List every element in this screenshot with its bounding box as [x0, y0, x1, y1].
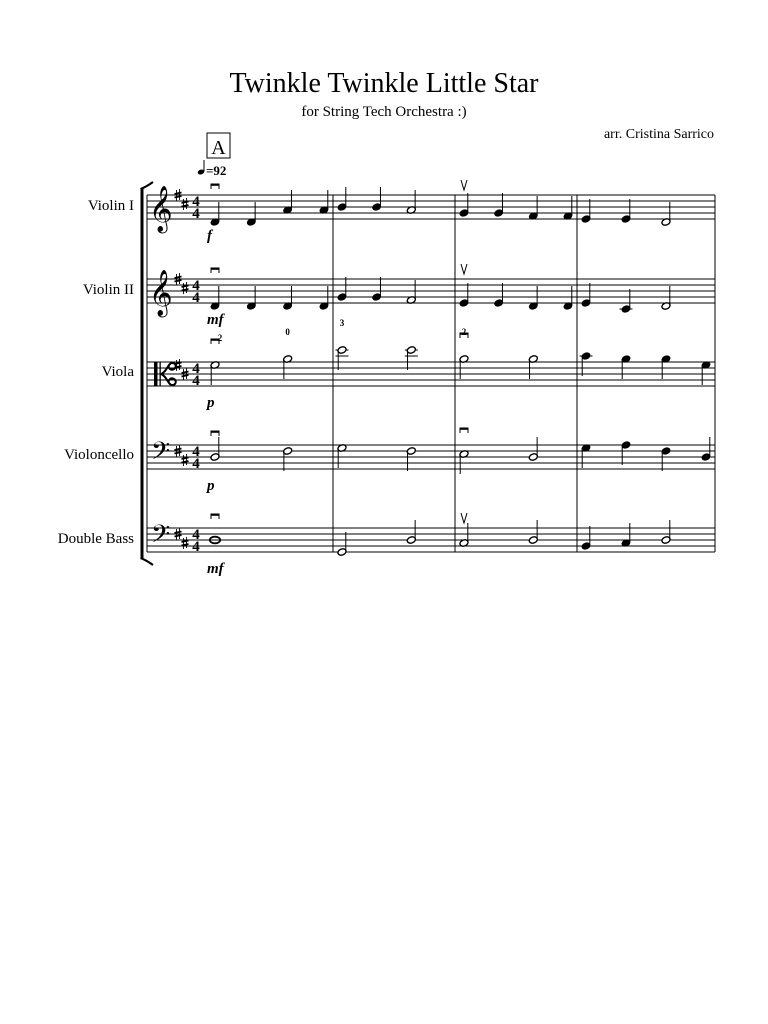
- sharp-bar: [182, 286, 189, 288]
- treble-clef-icon: 𝄞: [149, 270, 173, 315]
- up-bow-icon: [461, 513, 467, 523]
- sharp-bar: [182, 289, 189, 291]
- alto-clef-bar: [154, 362, 158, 386]
- fingering-number: 3: [339, 318, 345, 328]
- dynamic-marking: mf: [207, 312, 224, 328]
- sharp-bar: [175, 535, 182, 537]
- sharp-bar: [175, 193, 182, 195]
- up-bow-icon: [461, 180, 467, 190]
- alto-clef-thin-bar: [160, 362, 161, 386]
- sharp-bar: [175, 196, 182, 198]
- alto-clef-lower-curve: [161, 374, 176, 385]
- dynamic-marking: p: [207, 478, 215, 494]
- sharp-bar: [182, 544, 189, 546]
- time-signature-denominator: 4: [192, 373, 200, 389]
- instrument-name-violin-2: Violin II: [82, 282, 134, 298]
- sharp-bar: [175, 452, 182, 454]
- time-signature-numerator: 4: [192, 194, 200, 210]
- arranger-credit: arr. Cristina Sarrico: [603, 127, 714, 142]
- sharp-bar: [182, 461, 189, 463]
- time-signature-denominator: 4: [192, 206, 200, 222]
- time-signature-denominator: 4: [192, 290, 200, 306]
- instrument-name-double-bass: Double Bass: [57, 531, 134, 547]
- sharp-bar: [182, 205, 189, 207]
- dynamic-marking: mf: [207, 561, 224, 577]
- fingering-number: 2: [217, 333, 223, 343]
- instrument-name-viola: Viola: [101, 364, 134, 380]
- score-subtitle: for String Tech Orchestra :): [301, 104, 467, 120]
- sharp-bar: [182, 541, 189, 543]
- time-signature-denominator: 4: [192, 456, 200, 472]
- time-signature-numerator: 4: [192, 361, 200, 377]
- time-signature-denominator: 4: [192, 539, 200, 555]
- dynamic-marking: f: [207, 228, 212, 244]
- fingering-number: 2: [461, 327, 467, 337]
- sharp-bar: [182, 375, 189, 377]
- score-title: Twinkle Twinkle Little Star: [229, 68, 539, 99]
- alto-clef-upper-curve: [161, 363, 176, 374]
- instrument-name-violin-1: Violin I: [87, 198, 134, 214]
- sharp-bar: [175, 449, 182, 451]
- up-bow-icon: [461, 264, 467, 274]
- fingering-number: 0: [285, 327, 290, 337]
- tempo-marking: =92: [206, 163, 227, 178]
- bracket-bottom-hook: [141, 558, 154, 565]
- rehearsal-mark: A: [211, 137, 226, 159]
- sharp-bar: [182, 372, 189, 374]
- time-signature-numerator: 4: [192, 444, 200, 460]
- sharp-bar: [175, 280, 182, 282]
- bass-clef-icon: 𝄢: [151, 438, 171, 471]
- sharp-bar: [175, 363, 182, 365]
- treble-clef-icon: 𝄞: [149, 186, 173, 231]
- sharp-bar: [182, 202, 189, 204]
- time-signature-numerator: 4: [192, 527, 200, 543]
- bass-clef-icon: 𝄢: [151, 521, 171, 554]
- time-signature-numerator: 4: [192, 278, 200, 294]
- sharp-bar: [175, 532, 182, 534]
- instrument-name-violoncello: Violoncello: [64, 447, 134, 463]
- dynamic-marking: p: [207, 395, 215, 411]
- sharp-bar: [175, 277, 182, 279]
- sharp-bar: [182, 458, 189, 460]
